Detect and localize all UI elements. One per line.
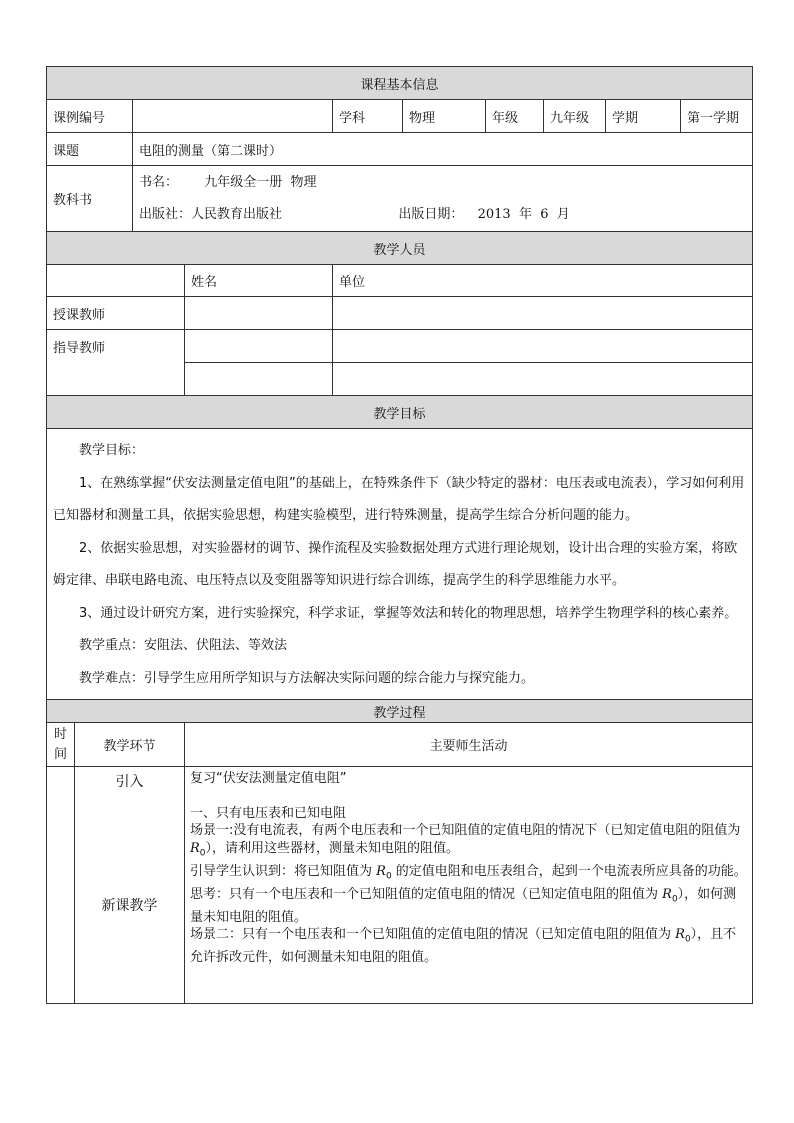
topic-value: 电阻的测量（第二课时） (133, 133, 753, 166)
term-label: 学期 (606, 100, 681, 133)
lecturer-unit (333, 297, 753, 330)
difficulties: 教学难点：引导学生应用所学知识与方法解决实际问题的综合能力与探究能力。 (79, 670, 535, 686)
grade-value: 九年级 (544, 100, 606, 133)
objectives-header: 教学目标 (47, 396, 753, 429)
book-name-value: 九年级全一册 物理 (204, 174, 317, 190)
staff-col-unit: 单位 (333, 265, 753, 297)
subject-value: 物理 (403, 100, 486, 133)
line-section1: 一、只有电压表和已知电阻 (190, 805, 347, 821)
staff-col-name: 姓名 (185, 265, 333, 297)
case-no-label: 课例编号 (47, 100, 133, 133)
subject-label: 学科 (333, 100, 403, 133)
publisher-value: 人民教育出版社 (191, 206, 283, 222)
stage-intro: 引入 (115, 774, 144, 790)
objective-item-2: 2、依据实验思想，对实验器材的调节、操作流程及实验数据处理方式进行理论规划，设计出合理的实验方案，将欧姆定律、串联电路电流、电压特点以及变阻器等知识进行综合训练，提高学生的科学思维能力水平。 (53, 540, 738, 588)
objectives-intro: 教学目标： (79, 443, 145, 458)
objectives-body (47, 429, 753, 700)
advisor-unit-1 (333, 330, 753, 363)
topic-label: 课题 (47, 133, 133, 166)
course-info-header: 课程基本信息 (47, 67, 753, 100)
textbook-details (133, 166, 753, 232)
line-think: 思考：只有一个电压表和一个已知阻值的定值电阻的情况（已知定值电阻的阻值为 $R_0$），如何测量未知电阻的阻值。 (190, 886, 737, 925)
advisor-unit-2 (333, 363, 753, 396)
book-name-label: 书名： (139, 174, 179, 190)
process-time-cell (47, 767, 75, 1004)
lesson-plan-sheet (46, 66, 752, 1004)
line-scene1: 场景一:没有电流表，有两个电压表和一个已知阻值的定值电阻的情况下（已知定值电阻的阻值为 $R_0$），请利用这些器材，测量未知电阻的阻值。 (190, 823, 741, 859)
staff-corner-cell (47, 265, 185, 297)
line-review: 复习“伏安法测量定值电阻” (190, 771, 347, 786)
publisher-label: 出版社： (139, 206, 192, 222)
objective-item-1: 1、在熟练掌握“伏安法测量定值电阻”的基础上，在特殊条件下（缺少特定的器材：电压表或电流表），学习如何利用已知器材和测量工具，依据实验思想，构建实验模型，进行特殊测量，提高学生综合分析问题的能力。 (53, 475, 745, 523)
advisor-name-2 (185, 363, 333, 396)
stage-new-lesson: 新课教学 (101, 898, 158, 914)
key-points: 教学重点：安阻法、伏阻法、等效法 (79, 638, 288, 653)
process-activity-cell (185, 767, 753, 1004)
advisor-name-1 (185, 330, 333, 363)
line-scene2: 场景二：只有一个电压表和一个已知阻值的定值电阻的情况（已知定值电阻的阻值为 $R_0$），且不允许拆改元件，如何测量未知电阻的阻值。 (190, 927, 737, 966)
process-col-stage: 教学环节 (75, 723, 185, 767)
publisher-line (139, 199, 746, 231)
advisor-label: 指导教师 (47, 330, 185, 396)
grade-label: 年级 (486, 100, 544, 133)
process-col-activity: 主要师生活动 (185, 723, 753, 767)
process-header: 教学过程 (47, 700, 753, 723)
case-no-value (133, 100, 333, 133)
process-stage-cell (75, 767, 185, 1004)
pub-date-label: 出版日期： (398, 206, 464, 222)
lecturer-label: 授课教师 (47, 297, 185, 330)
staff-header: 教学人员 (47, 232, 753, 265)
line-guide: 引导学生认识到：将已知阻值为 $R_0$ 的定值电阻和电压表组合，起到一个电流表所应具备的功能。 (190, 863, 747, 882)
term-value: 第一学期 (681, 100, 753, 133)
process-col-time: 时间 (47, 723, 75, 767)
lesson-plan-table (46, 66, 753, 1004)
objective-item-3: 3、通过设计研究方案，进行实验探究，科学求证，掌握等效法和转化的物理思想，培养学生物理学科的核心素养。 (79, 605, 738, 621)
textbook-label: 教科书 (47, 166, 133, 232)
book-name-line (139, 167, 746, 199)
lecturer-name (185, 297, 333, 330)
pub-date-value: 2013 年 6 月 (477, 206, 570, 222)
